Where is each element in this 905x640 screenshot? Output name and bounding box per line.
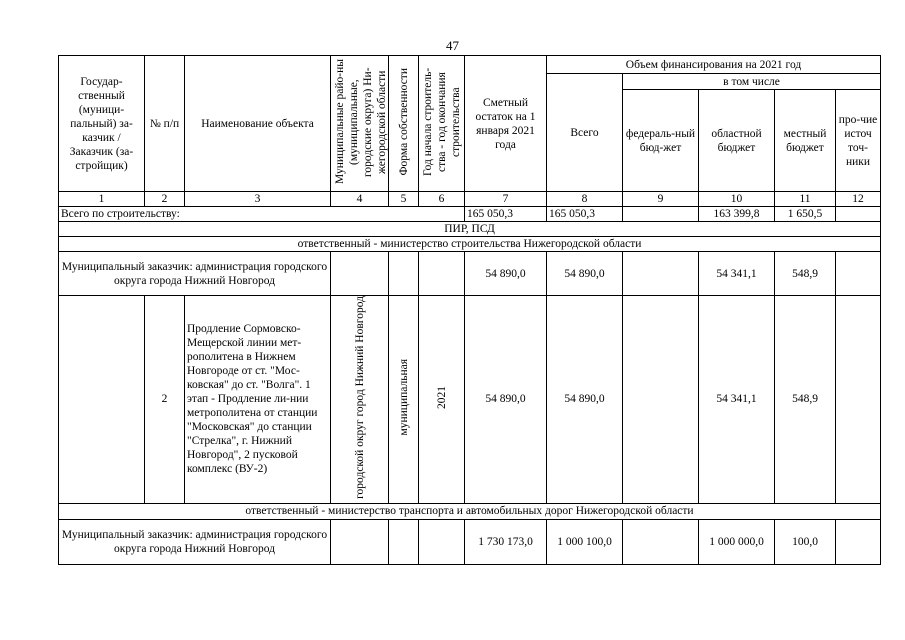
header-years-cell xyxy=(419,56,465,192)
responsible-row-2 xyxy=(59,503,881,519)
total-local: 1 650,5 xyxy=(775,207,836,222)
total-federal xyxy=(623,207,699,222)
object-years: 2021 xyxy=(435,385,448,409)
customer-total-2: 1 000 100,0 xyxy=(547,519,623,564)
responsible-label: ответственный - министерство строительства Нижегородской области xyxy=(59,237,881,252)
customer-total: 54 890,0 xyxy=(547,252,623,296)
column-numbers-row xyxy=(59,192,881,207)
object-ownership-cell xyxy=(389,296,419,504)
header-total: Всего xyxy=(547,74,623,192)
customer-regional-2: 1 000 000,0 xyxy=(699,519,775,564)
col-num-6: 6 xyxy=(419,192,465,207)
customer-regional: 54 341,1 xyxy=(699,252,775,296)
customer-estimate-2: 1 730 173,0 xyxy=(465,519,547,564)
col-num-10: 10 xyxy=(699,192,775,207)
customer-row xyxy=(59,252,881,296)
object-district-cell xyxy=(331,296,389,504)
header-row-1 xyxy=(59,56,881,74)
section-title: ПИР, ПСД xyxy=(59,222,881,237)
object-other xyxy=(836,296,881,504)
customer-district xyxy=(331,252,389,296)
header-object-name: Наименование объекта xyxy=(185,56,331,192)
col-num-5: 5 xyxy=(389,192,419,207)
page-number: 47 xyxy=(446,38,459,53)
header-customer: Государ-ственный (муници-пальный) за-казчик / Заказчик (за-стройщик) xyxy=(59,56,145,192)
object-customer xyxy=(59,296,145,504)
total-row xyxy=(59,207,881,222)
col-num-2: 2 xyxy=(145,192,185,207)
total-estimate: 165 050,3 xyxy=(465,207,547,222)
object-regional: 54 341,1 xyxy=(699,296,775,504)
header-district: Муниципальные райо-ны (муниципальные, городские округа) Ни-жегородской области xyxy=(334,59,388,184)
customer-years xyxy=(419,252,465,296)
customer-label: Муниципальный заказчик: администрация городского округа города Нижний Новгород xyxy=(59,252,331,296)
col-num-4: 4 xyxy=(331,192,389,207)
customer-label-2: Муниципальный заказчик: администрация городского округа города Нижний Новгород xyxy=(59,519,331,564)
object-total: 54 890,0 xyxy=(547,296,623,504)
customer-local: 548,9 xyxy=(775,252,836,296)
col-num-3: 3 xyxy=(185,192,331,207)
responsible-label-2: ответственный - министерство транспорта и автомобильных дорог Нижегородской области xyxy=(59,503,881,519)
header-other: про-чие источ точ-ники xyxy=(836,90,881,192)
col-num-7: 7 xyxy=(465,192,547,207)
customer-estimate: 54 890,0 xyxy=(465,252,547,296)
header-local: местный бюджет xyxy=(775,90,836,192)
col-num-1: 1 xyxy=(59,192,145,207)
object-ownership: муниципальная xyxy=(397,359,410,436)
section-row xyxy=(59,222,881,237)
header-district-cell xyxy=(331,56,389,192)
customer-ownership-2 xyxy=(389,519,419,564)
object-num: 2 xyxy=(145,296,185,504)
customer-federal-2 xyxy=(623,519,699,564)
customer-ownership xyxy=(389,252,419,296)
header-funding-total: Объем финансирования на 2021 год xyxy=(547,56,881,74)
col-num-11: 11 xyxy=(775,192,836,207)
customer-local-2: 100,0 xyxy=(775,519,836,564)
object-years-cell xyxy=(419,296,465,504)
customer-other xyxy=(836,252,881,296)
header-regional: областной бюджет xyxy=(699,90,775,192)
header-federal: федераль-ный бюд-жет xyxy=(623,90,699,192)
header-ownership-cell xyxy=(389,56,419,192)
object-federal xyxy=(623,296,699,504)
total-label: Всего по строительству: xyxy=(59,207,465,222)
customer-row-2 xyxy=(59,519,881,564)
total-total: 165 050,3 xyxy=(547,207,623,222)
object-estimate: 54 890,0 xyxy=(465,296,547,504)
customer-other-2 xyxy=(836,519,881,564)
responsible-row xyxy=(59,237,881,252)
total-regional: 163 399,8 xyxy=(699,207,775,222)
col-num-8: 8 xyxy=(547,192,623,207)
header-years: Год начала строитель-ства - год окончания строительства xyxy=(422,67,462,176)
total-other xyxy=(836,207,881,222)
customer-years-2 xyxy=(419,519,465,564)
col-num-12: 12 xyxy=(836,192,881,207)
object-row xyxy=(59,296,881,504)
object-name: Продление Сормовско-Мещерской линии мет-рополитена в Нижнем Новгороде от ст. "Мос-ковская" до ст. "Волга". 1 этап - Продление ли-нии метрополитена от станции "Московская" до станции "Стрелка", г. Нижний Новгород", 2 пусковой комплекс (ВУ-2) xyxy=(185,296,331,504)
object-district: городской округ город Нижний Новгород xyxy=(353,296,366,499)
header-estimate-balance: Сметный остаток на 1 января 2021 года xyxy=(465,56,547,192)
customer-federal xyxy=(623,252,699,296)
construction-financing-table xyxy=(58,55,881,565)
header-ownership: Форма собственности xyxy=(397,67,410,176)
col-num-9: 9 xyxy=(623,192,699,207)
header-num: № п/п xyxy=(145,56,185,192)
header-including: в том числе xyxy=(623,74,881,90)
customer-district-2 xyxy=(331,519,389,564)
object-local: 548,9 xyxy=(775,296,836,504)
